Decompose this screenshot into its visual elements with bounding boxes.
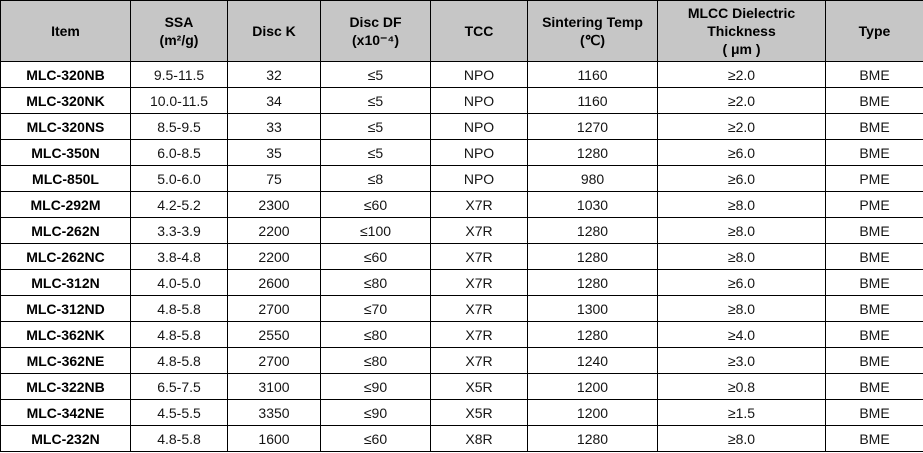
cell-ssa: 9.5-11.5: [131, 62, 228, 88]
table-row: [1, 192, 923, 218]
cell-item: MLC-312N: [1, 270, 131, 296]
cell-item: MLC-232N: [1, 426, 131, 452]
table-row: [1, 140, 923, 166]
cell-type: BME: [826, 400, 923, 426]
cell-thickness: ≥8.0: [658, 244, 826, 270]
cell-disc-k: 2700: [228, 296, 321, 322]
cell-tcc: NPO: [431, 88, 528, 114]
cell-sintering: 1280: [528, 140, 658, 166]
column-header-disc-k: [228, 1, 321, 62]
column-header-dielectric-thickness: [658, 1, 826, 62]
cell-disc-k: 2550: [228, 322, 321, 348]
cell-disc-df: ≤80: [321, 322, 431, 348]
cell-item: MLC-320NK: [1, 88, 131, 114]
column-header-unit: (℃): [579, 32, 606, 48]
column-header-type: [826, 1, 923, 62]
cell-thickness: ≥8.0: [658, 218, 826, 244]
cell-sintering: 1270: [528, 114, 658, 140]
column-header-label: MLCC Dielectric Thickness: [687, 4, 796, 39]
table-header: [1, 1, 923, 62]
column-header-unit: (x10⁻⁴): [352, 32, 399, 48]
cell-tcc: X7R: [431, 270, 528, 296]
cell-sintering: 1280: [528, 322, 658, 348]
cell-disc-k: 3350: [228, 400, 321, 426]
cell-ssa: 3.3-3.9: [131, 218, 228, 244]
cell-disc-k: 35: [228, 140, 321, 166]
cell-sintering: 1240: [528, 348, 658, 374]
table-row: [1, 400, 923, 426]
cell-tcc: X5R: [431, 374, 528, 400]
cell-disc-k: 2600: [228, 270, 321, 296]
cell-type: BME: [826, 322, 923, 348]
cell-disc-df: ≤5: [321, 62, 431, 88]
column-header-label: Type: [858, 22, 891, 39]
cell-item: MLC-850L: [1, 166, 131, 192]
cell-item: MLC-342NE: [1, 400, 131, 426]
cell-disc-df: ≤90: [321, 374, 431, 400]
cell-thickness: ≥6.0: [658, 270, 826, 296]
column-header-disc-df: [321, 1, 431, 62]
cell-disc-df: ≤5: [321, 88, 431, 114]
cell-disc-k: 34: [228, 88, 321, 114]
cell-sintering: 1160: [528, 88, 658, 114]
cell-item: MLC-322NB: [1, 374, 131, 400]
cell-tcc: X7R: [431, 296, 528, 322]
column-header-label: TCC: [464, 22, 494, 39]
column-header-tcc: [431, 1, 528, 62]
cell-tcc: X7R: [431, 218, 528, 244]
table-row: [1, 114, 923, 140]
cell-ssa: 4.5-5.5: [131, 400, 228, 426]
cell-ssa: 4.8-5.8: [131, 426, 228, 452]
column-header-label: SSA: [164, 13, 194, 30]
cell-disc-k: 1600: [228, 426, 321, 452]
cell-tcc: X7R: [431, 192, 528, 218]
column-header-label: Disc DF: [349, 13, 402, 30]
cell-type: BME: [826, 218, 923, 244]
cell-tcc: NPO: [431, 62, 528, 88]
cell-sintering: 1200: [528, 400, 658, 426]
cell-type: BME: [826, 244, 923, 270]
cell-tcc: NPO: [431, 140, 528, 166]
cell-disc-k: 3100: [228, 374, 321, 400]
cell-tcc: X5R: [431, 400, 528, 426]
cell-disc-df: ≤60: [321, 426, 431, 452]
cell-ssa: 5.0-6.0: [131, 166, 228, 192]
cell-disc-k: 2200: [228, 244, 321, 270]
cell-ssa: 4.8-5.8: [131, 348, 228, 374]
cell-disc-df: ≤60: [321, 244, 431, 270]
cell-disc-k: 33: [228, 114, 321, 140]
cell-item: MLC-320NS: [1, 114, 131, 140]
table-body: [1, 62, 923, 452]
column-header-item: [1, 1, 131, 62]
cell-ssa: 4.2-5.2: [131, 192, 228, 218]
cell-disc-k: 75: [228, 166, 321, 192]
cell-item: MLC-262NC: [1, 244, 131, 270]
cell-disc-df: ≤90: [321, 400, 431, 426]
cell-type: BME: [826, 426, 923, 452]
cell-thickness: ≥3.0: [658, 348, 826, 374]
cell-disc-k: 2200: [228, 218, 321, 244]
cell-item: MLC-350N: [1, 140, 131, 166]
table-row: [1, 296, 923, 322]
table-row: [1, 374, 923, 400]
cell-thickness: ≥6.0: [658, 166, 826, 192]
cell-tcc: NPO: [431, 114, 528, 140]
cell-tcc: X7R: [431, 244, 528, 270]
cell-ssa: 4.8-5.8: [131, 296, 228, 322]
cell-ssa: 6.5-7.5: [131, 374, 228, 400]
table-row: [1, 270, 923, 296]
table-row: [1, 322, 923, 348]
column-header-unit: (m²/g): [159, 32, 199, 48]
table-row: [1, 244, 923, 270]
cell-item: MLC-362NE: [1, 348, 131, 374]
cell-tcc: X7R: [431, 348, 528, 374]
cell-ssa: 10.0-11.5: [131, 88, 228, 114]
cell-item: MLC-312ND: [1, 296, 131, 322]
cell-tcc: NPO: [431, 166, 528, 192]
cell-disc-df: ≤80: [321, 270, 431, 296]
cell-thickness: ≥1.5: [658, 400, 826, 426]
cell-type: BME: [826, 140, 923, 166]
table-row: [1, 166, 923, 192]
cell-type: BME: [826, 88, 923, 114]
table-row: [1, 218, 923, 244]
cell-type: BME: [826, 348, 923, 374]
cell-sintering: 1030: [528, 192, 658, 218]
header-row: [1, 1, 923, 62]
cell-ssa: 4.0-5.0: [131, 270, 228, 296]
column-header-label: Sintering Temp: [542, 13, 643, 30]
cell-sintering: 1280: [528, 244, 658, 270]
cell-thickness: ≥4.0: [658, 322, 826, 348]
cell-thickness: ≥2.0: [658, 88, 826, 114]
cell-item: MLC-320NB: [1, 62, 131, 88]
cell-thickness: ≥2.0: [658, 114, 826, 140]
cell-disc-k: 2300: [228, 192, 321, 218]
cell-item: MLC-362NK: [1, 322, 131, 348]
cell-tcc: X8R: [431, 426, 528, 452]
column-header-ssa: [131, 1, 228, 62]
cell-ssa: 4.8-5.8: [131, 322, 228, 348]
cell-thickness: ≥8.0: [658, 426, 826, 452]
cell-type: PME: [826, 192, 923, 218]
cell-sintering: 1200: [528, 374, 658, 400]
column-header-label: Disc K: [252, 22, 296, 39]
cell-disc-df: ≤5: [321, 114, 431, 140]
cell-disc-df: ≤70: [321, 296, 431, 322]
cell-type: BME: [826, 296, 923, 322]
table-row: [1, 88, 923, 114]
cell-disc-df: ≤60: [321, 192, 431, 218]
cell-disc-df: ≤100: [321, 218, 431, 244]
table-row: [1, 62, 923, 88]
cell-item: MLC-292M: [1, 192, 131, 218]
cell-item: MLC-262N: [1, 218, 131, 244]
cell-ssa: 6.0-8.5: [131, 140, 228, 166]
cell-sintering: 1280: [528, 270, 658, 296]
cell-type: BME: [826, 270, 923, 296]
cell-sintering: 1280: [528, 218, 658, 244]
cell-thickness: ≥2.0: [658, 62, 826, 88]
cell-sintering: 1160: [528, 62, 658, 88]
cell-disc-df: ≤5: [321, 140, 431, 166]
cell-type: BME: [826, 374, 923, 400]
cell-disc-df: ≤80: [321, 348, 431, 374]
cell-ssa: 8.5-9.5: [131, 114, 228, 140]
cell-sintering: 980: [528, 166, 658, 192]
cell-thickness: ≥6.0: [658, 140, 826, 166]
table-row: [1, 348, 923, 374]
cell-thickness: ≥0.8: [658, 374, 826, 400]
column-header-sintering-temp: [528, 1, 658, 62]
cell-ssa: 3.8-4.8: [131, 244, 228, 270]
cell-type: BME: [826, 114, 923, 140]
cell-thickness: ≥8.0: [658, 192, 826, 218]
table-row: [1, 426, 923, 452]
cell-sintering: 1300: [528, 296, 658, 322]
cell-type: PME: [826, 166, 923, 192]
cell-sintering: 1280: [528, 426, 658, 452]
cell-disc-k: 2700: [228, 348, 321, 374]
cell-tcc: X7R: [431, 322, 528, 348]
cell-disc-k: 32: [228, 62, 321, 88]
column-header-unit: ( μm ): [722, 41, 761, 58]
cell-type: BME: [826, 62, 923, 88]
cell-thickness: ≥8.0: [658, 296, 826, 322]
column-header-label: Item: [51, 22, 80, 39]
cell-disc-df: ≤8: [321, 166, 431, 192]
